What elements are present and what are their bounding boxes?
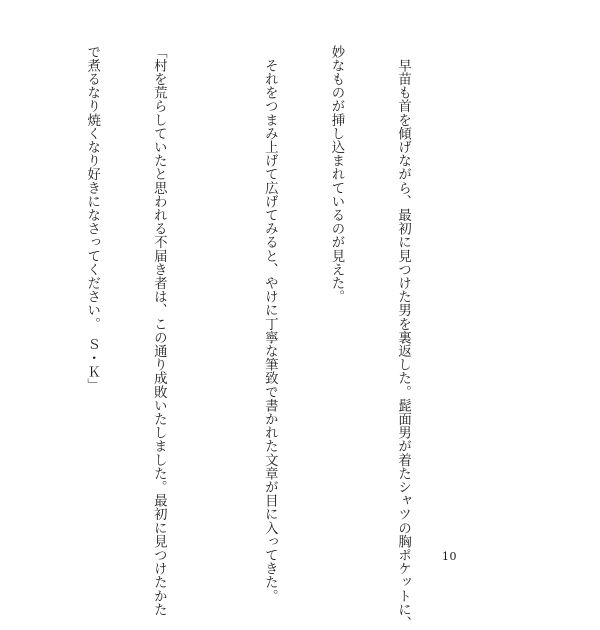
text-line: それをつまみ上げて広げてみると、やけに丁寧な筆致で書かれた文章が目に入ってきた。 <box>262 45 278 603</box>
page-number: 10 <box>442 550 457 563</box>
text-line: 「村を荒らしていたと思われる不届き者は、この通り成敗いたしました。最初に見つけたかた <box>151 45 167 617</box>
text-line: 妙なものが挿し込まれているのが見えた。 <box>328 45 344 304</box>
text-line: で煮るなり焼くなり好きになさってください。 Ｓ・Ｋ」 <box>84 45 100 392</box>
text-line: 早苗も首を傾げながら、最初に見つけた男を裏返した。髭面男が着たシャツの胸ポケットに、 <box>395 45 411 630</box>
